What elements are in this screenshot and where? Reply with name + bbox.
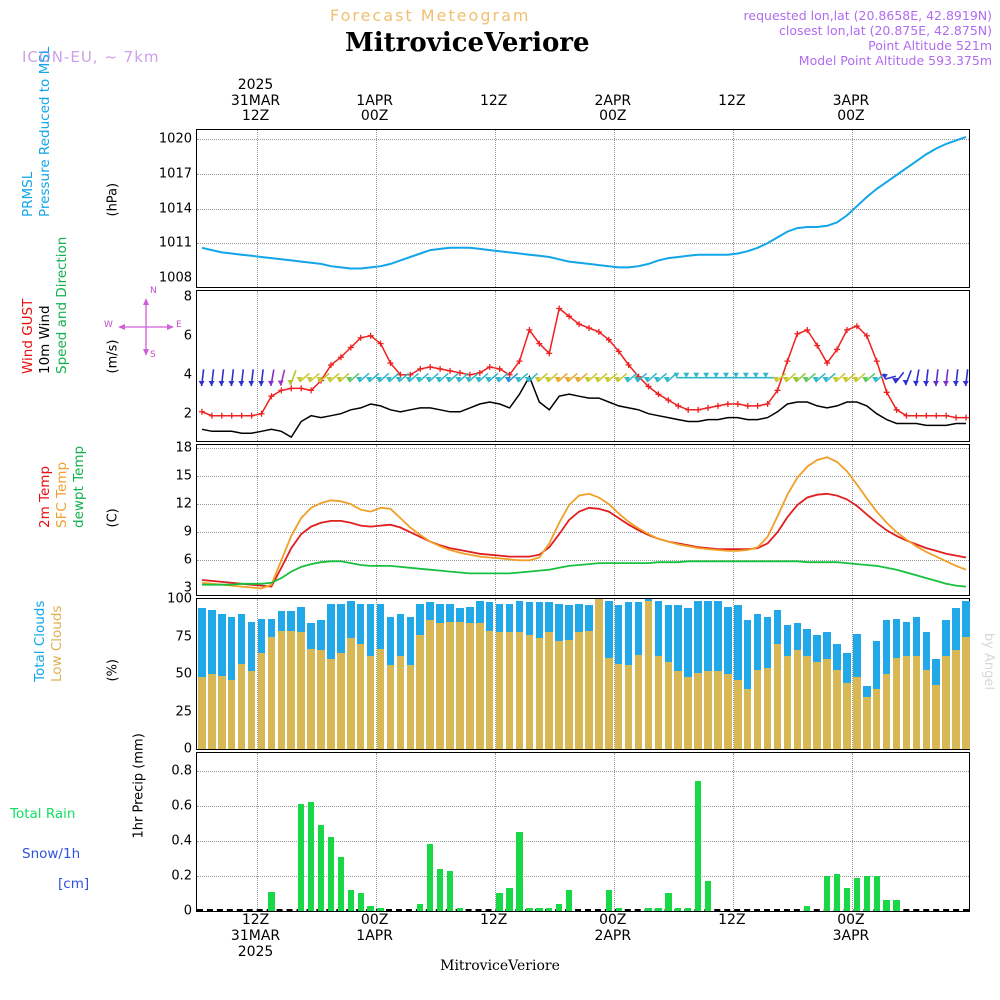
- top-axis-tick: 12Z: [718, 93, 746, 109]
- gust-marker: [735, 401, 741, 407]
- low-cloud-bar: [655, 656, 663, 749]
- low-cloud-bar: [258, 653, 266, 749]
- low-cloud-bar: [962, 637, 970, 750]
- low-cloud-bar: [327, 659, 335, 749]
- precip-bar: [546, 908, 552, 912]
- panel-clouds: [167, 591, 970, 757]
- precip-bar: [348, 890, 354, 911]
- precip-bar: [437, 869, 443, 911]
- low-cloud-bar: [754, 670, 762, 750]
- precip-bar: [695, 781, 701, 911]
- precip-bar: [874, 876, 880, 911]
- gust-marker: [288, 385, 294, 391]
- low-cloud-bar: [813, 662, 821, 749]
- precip-bar: [536, 908, 542, 912]
- requested-coords: requested lon,lat (20.8658E, 42.8919N): [743, 8, 992, 23]
- top-axis-tick: 12Z: [479, 93, 508, 109]
- low-cloud-bar: [913, 656, 921, 749]
- low-cloud-bar: [486, 631, 494, 750]
- y-tick-label: 3: [183, 580, 192, 596]
- precip-bar: [457, 908, 463, 912]
- precip-bar: [298, 804, 304, 911]
- metadata-block: [744, 8, 992, 68]
- gridline-vertical: [257, 753, 259, 911]
- low-cloud-bar: [426, 620, 434, 749]
- precip-bar: [675, 908, 681, 912]
- low-cloud-bar: [466, 623, 474, 749]
- gust-marker: [705, 405, 711, 411]
- gust-marker: [933, 413, 939, 419]
- forecast-title: Forecast Meteogram: [330, 6, 531, 25]
- precip-bar: [645, 908, 651, 912]
- low-cloud-bar: [446, 622, 454, 750]
- y-tick-label: 1011: [158, 235, 192, 251]
- wind-direction-arrow: [218, 369, 224, 386]
- y-tick-label: 50: [175, 666, 192, 682]
- low-cloud-bar: [347, 638, 355, 749]
- wind-direction-arrow: [933, 369, 939, 386]
- wind-direction-arrow: [943, 369, 949, 386]
- low-cloud-bar: [833, 670, 841, 750]
- low-cloud-bar: [436, 623, 444, 749]
- low-cloud-bar: [476, 623, 484, 749]
- y-tick-label: 15: [175, 468, 192, 484]
- gust-marker: [229, 413, 235, 419]
- wind-rose-s: S: [150, 350, 156, 360]
- low-cloud-bar: [665, 662, 673, 749]
- y-tick-label: 0.2: [171, 868, 192, 884]
- gust-marker: [715, 403, 721, 409]
- bottom-axis-tick: 12Z: [479, 912, 508, 928]
- gridline-vertical: [614, 753, 616, 911]
- gust-marker: [755, 403, 761, 409]
- precip-bar: [804, 906, 810, 911]
- gridline-vertical: [495, 753, 497, 911]
- low-cloud-bar: [416, 635, 424, 749]
- low-cloud-bar: [536, 638, 544, 749]
- low-cloud-bar: [297, 632, 305, 749]
- low-cloud-bar: [287, 631, 295, 750]
- y-tick-label: 25: [175, 704, 192, 719]
- y-tick-label: 0.6: [171, 798, 192, 814]
- low-cloud-bar: [873, 689, 881, 749]
- gridline-horizontal: [197, 771, 969, 773]
- low-cloud-bar: [595, 599, 603, 749]
- gust-marker: [209, 413, 215, 419]
- panel-side-label: [cm]: [58, 876, 90, 892]
- precip-bar: [427, 844, 433, 911]
- precip-bar: [367, 906, 373, 911]
- panel-temp: [175, 440, 970, 596]
- y-tick-label: 0: [183, 741, 192, 757]
- closest-coords: closest lon,lat (20.875E, 42.875N): [778, 23, 992, 38]
- low-cloud-bar: [357, 644, 365, 749]
- low-cloud-bar: [377, 649, 385, 750]
- precip-bar: [893, 900, 899, 911]
- gust-marker: [894, 407, 900, 413]
- low-cloud-bar: [367, 656, 375, 749]
- low-cloud-bar: [883, 674, 891, 749]
- gust-marker: [745, 403, 751, 409]
- low-cloud-bar: [228, 680, 236, 749]
- low-cloud-bar: [615, 664, 623, 750]
- y-tick-label: 18: [175, 440, 192, 456]
- gust-marker: [784, 358, 790, 364]
- low-cloud-bar: [635, 655, 643, 750]
- low-cloud-bar: [843, 683, 851, 749]
- low-cloud-bar: [456, 622, 464, 750]
- y-tick-label: 0.8: [171, 763, 192, 779]
- low-cloud-bar: [704, 671, 712, 749]
- gust-marker: [953, 415, 959, 421]
- precip-bar: [516, 832, 522, 911]
- precip-bar: [854, 878, 860, 911]
- low-cloud-bar: [774, 644, 782, 749]
- precip-bar: [358, 893, 364, 911]
- gust-marker: [874, 358, 880, 364]
- watermark: by Angel: [981, 632, 996, 690]
- low-cloud-bar: [248, 671, 256, 749]
- low-cloud-bar: [397, 656, 405, 749]
- precip-bar: [496, 893, 502, 911]
- precip-bar: [506, 888, 512, 911]
- precip-bar: [556, 904, 562, 911]
- gust-marker: [943, 413, 949, 419]
- low-cloud-bar: [307, 649, 315, 750]
- precip-bar: [318, 825, 324, 911]
- gust-marker: [923, 413, 929, 419]
- low-cloud-bar: [863, 697, 871, 750]
- panel-precip: [171, 752, 970, 919]
- model-label: ICON-EU, ~ 7km: [22, 48, 160, 66]
- low-cloud-bar: [506, 632, 514, 749]
- low-cloud-bar: [496, 632, 504, 749]
- bottom-axis-tick: 00Z 3APR: [832, 912, 870, 944]
- low-cloud-bar: [218, 676, 226, 750]
- wind-direction-arrow: [258, 369, 264, 386]
- precip-bar: [834, 874, 840, 911]
- low-cloud-bar: [625, 665, 633, 749]
- low-cloud-bar: [645, 601, 653, 750]
- precip-bar: [685, 908, 691, 912]
- low-cloud-bar: [585, 631, 593, 750]
- data-line: [202, 309, 966, 418]
- low-cloud-bar: [903, 656, 911, 749]
- low-cloud-bar: [794, 650, 802, 749]
- top-axis-year: 2025: [237, 77, 274, 93]
- wind-direction-arrow: [892, 372, 904, 383]
- precip-bar: [606, 890, 612, 911]
- gust-marker: [259, 411, 265, 417]
- low-cloud-bar: [407, 665, 415, 749]
- low-cloud-bar: [684, 677, 692, 749]
- gust-marker: [725, 401, 731, 407]
- low-cloud-bar: [932, 685, 940, 750]
- wind-direction-arrow: [953, 369, 959, 386]
- gust-marker: [457, 370, 463, 376]
- wind-direction-arrow: [287, 370, 296, 385]
- low-cloud-bar: [784, 656, 792, 749]
- y-tick-label: 1020: [158, 131, 192, 147]
- gust-marker: [427, 364, 433, 370]
- low-cloud-bar: [674, 671, 682, 749]
- low-cloud-bar: [923, 670, 931, 750]
- wind-rose-w: W: [104, 320, 113, 330]
- precip-bar: [377, 908, 383, 912]
- gust-marker: [497, 366, 503, 372]
- precip-bar: [308, 802, 314, 911]
- precip-bar: [844, 888, 850, 911]
- gust-marker: [913, 413, 919, 419]
- low-cloud-bar: [575, 632, 583, 749]
- low-cloud-bar: [545, 632, 553, 749]
- bottom-axis-tick: 00Z 1APR: [356, 912, 393, 944]
- gust-marker: [904, 413, 910, 419]
- panel-wind: [183, 289, 970, 442]
- wind-direction-arrow: [268, 369, 274, 385]
- precip-bar: [328, 837, 334, 911]
- low-cloud-bar: [803, 656, 811, 749]
- y-tick-label: 6: [183, 328, 192, 344]
- low-cloud-bar: [853, 677, 861, 749]
- precip-bar: [616, 908, 622, 912]
- panel-side-label: Snow/1h: [22, 846, 81, 862]
- low-cloud-bar: [555, 641, 563, 749]
- precip-bar: [447, 871, 453, 911]
- bottom-axis-tick: 12Z: [718, 912, 746, 928]
- low-cloud-bar: [526, 635, 534, 749]
- precip-bar: [338, 857, 344, 911]
- gust-marker: [467, 372, 473, 378]
- precip-bar: [566, 890, 572, 911]
- gust-marker: [695, 407, 701, 413]
- y-tick-label: 1017: [158, 166, 192, 182]
- y-tick-label: 12: [175, 496, 192, 512]
- data-line: [202, 137, 966, 269]
- y-tick-label: 4: [183, 367, 192, 383]
- panel-side-label: Total Rain: [10, 806, 76, 822]
- gust-marker: [239, 413, 245, 419]
- low-cloud-bar: [724, 674, 732, 749]
- top-axis-tick: 2APR 00Z: [594, 93, 632, 124]
- wind-direction-arrow: [228, 369, 234, 386]
- low-cloud-bar: [268, 637, 276, 750]
- top-axis-tick: 1APR 00Z: [356, 93, 393, 124]
- y-tick-label: 8: [183, 289, 192, 305]
- low-cloud-bar: [605, 658, 613, 750]
- y-tick-label: 0: [183, 903, 192, 919]
- gust-marker: [963, 415, 969, 421]
- low-cloud-bar: [198, 677, 206, 749]
- low-cloud-bar: [516, 632, 524, 749]
- gust-marker: [794, 331, 800, 337]
- gust-marker: [884, 389, 890, 395]
- wind-direction-arrow: [238, 369, 244, 386]
- precip-bar: [665, 893, 671, 911]
- low-cloud-bar: [337, 653, 345, 749]
- y-tick-label: 2: [183, 406, 192, 422]
- gust-marker: [437, 366, 443, 372]
- y-tick-label: 75: [175, 629, 192, 644]
- y-tick-label: 9: [183, 524, 192, 540]
- low-cloud-bar: [893, 658, 901, 750]
- gridline-vertical: [733, 753, 735, 911]
- data-line: [202, 561, 966, 586]
- top-axis-tick: 31MAR 12Z: [230, 93, 281, 124]
- y-tick-label: 100: [167, 591, 192, 607]
- low-cloud-bar: [387, 665, 395, 749]
- low-cloud-bar: [734, 680, 742, 749]
- gust-marker: [447, 368, 453, 374]
- wind-direction-arrow: [209, 369, 215, 386]
- gust-marker: [249, 413, 255, 419]
- series-layer: [197, 445, 971, 595]
- precip-bar: [883, 900, 889, 911]
- wind-direction-arrow: [248, 369, 254, 386]
- precip-bar: [417, 904, 423, 911]
- series-layer: [197, 130, 971, 287]
- low-cloud-bar: [744, 689, 752, 749]
- station-title: MitroviceVeriore: [345, 28, 590, 58]
- wind-direction-arrow: [963, 369, 969, 386]
- precip-bar: [705, 881, 711, 911]
- gust-marker: [219, 413, 225, 419]
- low-cloud-bar: [565, 640, 573, 750]
- low-cloud-bar: [317, 650, 325, 749]
- wind-direction-arrow: [923, 369, 929, 386]
- bottom-axis-tick: 12Z 31MAR: [230, 912, 281, 944]
- low-cloud-bar: [694, 673, 702, 750]
- low-cloud-bar: [823, 659, 831, 749]
- gust-marker: [199, 409, 205, 415]
- top-date-axis: [0, 78, 1000, 124]
- gust-marker: [685, 407, 691, 413]
- panel-prmsl: [158, 129, 970, 288]
- wind-rose-e: E: [176, 320, 182, 330]
- gust-marker: [298, 385, 304, 391]
- low-cloud-bar: [714, 671, 722, 749]
- low-cloud-bar: [278, 631, 286, 750]
- low-cloud-bar: [208, 674, 216, 749]
- point-altitude: Point Altitude 521m: [868, 38, 992, 53]
- precip-bar: [824, 876, 830, 911]
- wind-rose-n: N: [150, 286, 157, 296]
- series-layer: [197, 291, 971, 441]
- low-cloud-bar: [764, 668, 772, 749]
- data-line: [202, 457, 966, 588]
- precip-bar: [864, 876, 870, 911]
- precip-bar: [526, 908, 532, 912]
- y-tick-label: 6: [183, 552, 192, 568]
- y-tick-label: 1008: [158, 270, 192, 286]
- wind-direction-arrow: [278, 370, 285, 386]
- low-cloud-bar: [942, 656, 950, 749]
- gridline-vertical: [376, 753, 378, 911]
- low-cloud-bar: [238, 664, 246, 750]
- precip-bar: [655, 908, 661, 912]
- x-axis-label: MitroviceVeriore: [440, 958, 560, 974]
- bottom-axis-year: 2025: [237, 944, 274, 960]
- y-tick-label: 0.4: [171, 833, 192, 849]
- precip-bar: [268, 892, 274, 911]
- low-cloud-bar: [952, 650, 960, 749]
- data-line: [202, 494, 966, 587]
- top-axis-tick: 3APR 00Z: [832, 93, 870, 124]
- bottom-axis-tick: 00Z 2APR: [594, 912, 632, 944]
- model-point-altitude: Model Point Altitude 593.375m: [798, 53, 992, 68]
- gust-marker: [844, 327, 850, 333]
- wind-direction-arrow: [913, 369, 919, 385]
- gust-marker: [586, 325, 592, 331]
- wind-direction-arrow: [199, 369, 205, 386]
- y-tick-label: 1014: [158, 201, 192, 216]
